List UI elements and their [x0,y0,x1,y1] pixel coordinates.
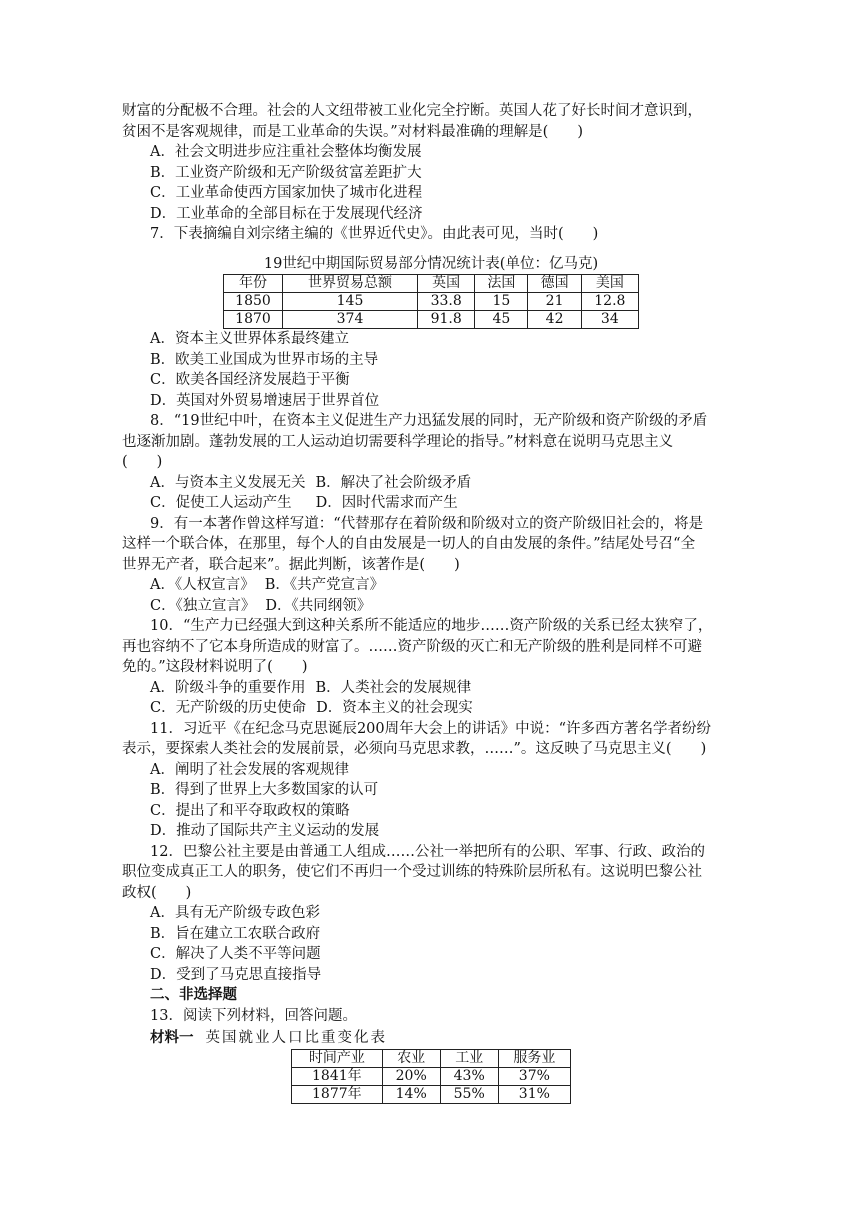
q9-option-d: D．《共同纲领》 [265,597,372,614]
material-one-caption [122,1028,740,1049]
table-cell: 33.8 [418,293,475,311]
q10-stem-line: 免的。”这段材料说明了( ) [122,659,308,675]
q11-option-c: C．提出了和平夺取政权的策略 [150,802,350,819]
q11-option-d: D．推动了国际共产主义运动的发展 [150,823,380,839]
table-header-cell: 服务业 [498,1049,570,1067]
q8-options-row [122,473,740,494]
q7-option-c: C．欧美各国经济发展趋于平衡 [150,372,350,388]
q10-options-row [122,678,740,699]
table-header-cell: 德国 [528,275,581,293]
q12-option-c: C．解决了人类不平等问题 [150,946,321,962]
table-cell: 1877年 [292,1085,383,1103]
section-heading: 二、非选择题 [150,986,237,1003]
q12-option-b: B．旨在建立工农联合政府 [150,925,321,942]
q8-option-a: A．与资本主义发展无关 [150,474,306,491]
q12-stem-line: 政权( ) [122,884,192,901]
material-label: 材料一 [150,1029,194,1046]
table-cell: 12.8 [581,293,638,311]
q6-option-d: D．工业革命的全部目标在于发展现代经济 [150,205,423,222]
q9-options-row [122,596,740,617]
q10-stem-line: 再也容纳不了它本身所造成的财富了。……资产阶级的灭亡和无产阶级的胜利是同样不可避 [122,638,702,655]
table-header-cell: 法国 [475,275,528,293]
page-content [122,101,740,1104]
q12-option-d: D．受到了马克思直接指导 [150,966,322,983]
table-row [292,1085,571,1103]
q11-option-b: B．得到了世界上大多数国家的认可 [150,782,379,798]
q13-stem: 13．阅读下列材料，回答问题。 [150,1007,357,1024]
q7-option-d: D．英国对外贸易增速居于世界首位 [150,392,380,409]
table-cell: 14% [382,1085,440,1103]
table-cell: 55% [440,1085,498,1103]
q11-option-a: A．阐明了社会发展的客观规律 [150,761,349,778]
q12-option-a: A．具有无产阶级专政色彩 [150,905,320,921]
q9-stem-line: 世界无产者，联合起来”。据此判断，该著作是( ) [122,556,460,573]
q6-option-a: A．社会文明进步应注重社会整体均衡发展 [150,144,422,160]
q6-stem-line: 财富的分配极不合理。社会的人文纽带被工业化完全拧断。英国人花了好长时间才意识到， [122,103,702,119]
q7-option-b: B．欧美工业国成为世界市场的主导 [150,351,379,368]
table-cell: 37% [498,1067,570,1085]
q10-option-c: C．无产阶级的历史使命 [150,700,307,716]
q9-option-a: A．《人权宣言》 [150,577,255,593]
table-cell: 374 [283,311,418,329]
q12-stem-line: 12．巴黎公社主要是由普通工人组成……公社一举把所有的公职、军事、行政、政治的 [150,843,705,860]
q7-trade-table [223,274,639,329]
table-header-cell: 世界贸易总额 [283,275,418,293]
table-header-cell: 时间产业 [292,1049,383,1067]
q10-options-row [122,698,740,719]
table-row [224,293,639,311]
q11-stem-line: 11．习近平《在纪念马克思诞辰200周年大会上的讲话》中说：“许多西方著名学者纷纷 [150,720,712,737]
q10-stem-line: 10．“生产力已经强大到这种关系所不能适应的地步……资产阶级的关系已经太狭窄了， [150,618,713,634]
q9-options-row [122,575,740,596]
q9-option-b: B．《共产党宣言》 [264,577,385,593]
table-cell: 1841年 [292,1067,383,1085]
material-title: 英国就业人口比重变化表 [205,1030,387,1046]
table-cell: 45 [475,311,528,329]
q6-stem-line: 贫困不是客观规律，而是工业革命的失误。”对材料最准确的理解是( ) [122,123,583,140]
table-header-cell: 工业 [440,1049,498,1067]
employment-table [291,1049,571,1104]
table-header-cell: 年份 [224,275,283,293]
table-cell: 1870 [224,311,283,329]
table-header-row [224,275,639,293]
q8-options-row [122,493,740,514]
table-header-cell: 美国 [581,275,638,293]
q8-option-d: D．因时代需求而产生 [315,495,458,511]
q7-stem: 7．下表摘编自刘宗绪主编的《世界近代史》。由此表可见，当时( ) [150,226,599,242]
q11-stem-line: 表示，要探索人类社会的发展前景，必须向马克思求教，……”。这反映了马克思主义( ) [122,741,707,757]
table-cell: 31% [498,1085,570,1103]
q10-option-d: D．资本主义的社会现实 [316,700,473,716]
q9-option-c: C．《独立宣言》 [150,597,256,614]
q6-option-b: B．工业资产阶级和无产阶级贫富差距扩大 [150,164,422,181]
q12-stem-line: 职位变成真正工人的职务，使它们不再归一个受过训练的特殊阶层所私有。这说明巴黎公社 [122,864,702,880]
table-header-cell: 农业 [382,1049,440,1067]
table-cell: 34 [581,311,638,329]
q8-option-b: B．解决了社会阶级矛盾 [315,474,472,491]
q6-option-c: C．工业革命使西方国家加快了城市化进程 [150,185,423,201]
q10-option-b: B．人类社会的发展规律 [315,679,472,696]
table-row [224,311,639,329]
table-cell: 20% [382,1067,440,1085]
table-header-row [292,1049,571,1067]
table-cell: 1850 [224,293,283,311]
q10-option-a: A．阶级斗争的重要作用 [150,679,306,696]
q8-stem-line: 8．“19世纪中叶，在资本主义促进生产力迅猛发展的同时，无产阶级和资产阶级的矛盾 [150,413,708,429]
table-row [292,1067,571,1085]
q8-stem-line: 也逐渐加剧。蓬勃发展的工人运动迫切需要科学理论的指导。”材料意在说明马克思主义 [122,433,674,450]
table-cell: 43% [440,1067,498,1085]
q9-stem-line: 9．有一本著作曾这样写道：“代替那存在着阶级和阶级对立的资产阶级旧社会的，将是 [150,515,704,532]
table-header-cell: 英国 [418,275,475,293]
q8-option-c: C．促使工人运动产生 [150,495,292,511]
table-cell: 42 [528,311,581,329]
table-cell: 91.8 [418,311,475,329]
table-cell: 21 [528,293,581,311]
table-cell: 15 [475,293,528,311]
q7-table-title: 19世纪中期国际贸易部分情况统计表(单位：亿马克) [263,255,599,272]
table-cell: 145 [283,293,418,311]
q9-stem-line: 这样一个联合体，在那里，每个人的自由发展是一切人的自由发展的条件。”结尾处号召“全 [122,536,696,552]
q7-option-a: A．资本主义世界体系最终建立 [150,331,349,347]
q8-stem-line: ( ) [122,454,163,470]
